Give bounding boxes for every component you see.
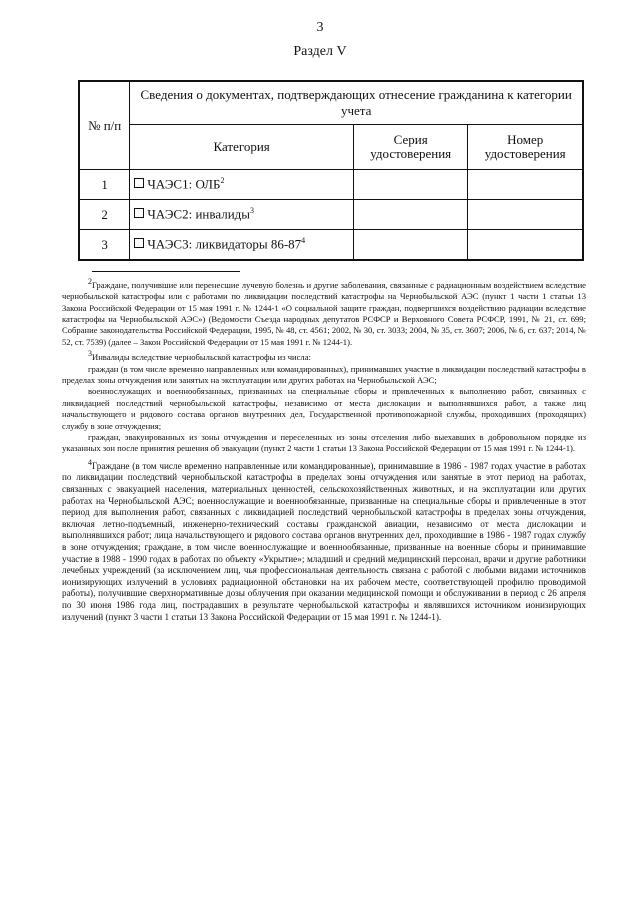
footnote-ref: 2	[220, 176, 225, 186]
footnote-mark: 2	[88, 277, 92, 286]
documents-table	[78, 80, 584, 261]
row-number: 1	[79, 170, 130, 200]
header-number: Номер удостоверения	[468, 125, 583, 170]
table-row	[79, 170, 583, 200]
header-main: Сведения о документах, подтверждающих отнесение гражданина к категории учета	[130, 81, 583, 125]
page-number: 3	[316, 20, 324, 35]
category-label: ЧАЭС1: ОЛБ	[147, 176, 221, 192]
header-series: Серия удостоверения	[353, 125, 467, 170]
footnote-mark: 3	[88, 349, 92, 359]
series-cell[interactable]	[353, 170, 467, 200]
footnote-ref: 3	[250, 206, 254, 216]
footnote-2: $^2$Граждане, получившие или перенесшие лучевую болезнь и другие заболевания, связанные с радиационным воздействием вследствие чернобыльской катастрофы или с работами по ликвидации последствий катастрофы на Чернобыльской АЭС (пункт 1 части 1 статьи 13 Закона Российской Федерации от 15 мая 1991 г. № 1244-1 «О социальной защите граждан, подвергшихся воздействию радиации вследствие катастрофы на Чернобыльской АЭС») (Ведомости Съезда народных депутатов РСФСР и Верховного Совета РСФСР, 1991, № 21, ст. 699; Собрание законодательства Российской Федерации, 1995, № 48, ст. 4561; 2002, № 30, ст. 3033; 2004, № 35, ст. 3607; 2006, № 6, ст. 637; 2014, № 52, ст. 7539) (далее – Закон Российской Федерации от 15 мая 1991 г. № 1244-1).	[62, 277, 586, 347]
number-cell[interactable]	[468, 170, 583, 200]
checkbox[interactable]	[134, 208, 144, 218]
footnote-3-title: $^3$Инвалиды вследствие чернобыльской катастрофы из числа:	[88, 349, 311, 363]
header-category: Категория	[130, 125, 354, 170]
table-row	[79, 230, 583, 261]
category-label: ЧАЭС3: ликвидаторы 86-87	[147, 236, 302, 252]
header-no: № п/п	[79, 81, 130, 170]
category-cell[interactable]	[130, 230, 354, 261]
row-number: 2	[79, 200, 130, 230]
checkbox[interactable]	[134, 178, 144, 188]
footnote-3-item: граждан (в том числе временно направленных или командированных), принимавших участие в ликвидации последствий катастрофы в пределах зоны отчуждения или занятых на эксплуатации или других работах на Чернобыльской АЭС;	[62, 363, 586, 385]
category-cell[interactable]	[130, 200, 354, 230]
section-title: Раздел V	[293, 44, 347, 59]
table-row	[79, 200, 583, 230]
number-cell[interactable]	[468, 200, 583, 230]
footnote-mark: 4	[88, 457, 92, 467]
series-cell[interactable]	[353, 200, 467, 230]
footnotes	[62, 276, 586, 623]
checkbox[interactable]	[134, 238, 144, 248]
series-cell[interactable]	[353, 230, 467, 261]
category-label: ЧАЭС2: инвалиды	[147, 206, 250, 222]
footnote-4: $^4$Граждане (в том числе временно направленные или командированные), принимавшие в 1986 - 1987 годах участие в работах по ликвидации последствий чернобыльской катастрофы в пределах зоны отчуждения или занятые в этот период на работах, связанных с эвакуацией населения, материальных ценностей, сельскохозяйственных животных, и на эксплуатации или других работах на Чернобыльской АЭС; военнослужащие и военнообязанные, призванные на специальные сборы и привлеченные в этот период для выполнения работ, связанных с ликвидацией последствий чернобыльской катастрофы в пределах зоны отчуждения, включая летно-подъемный, инженерно-технический составы гражданской авиации, независимо от места дислокации и выполнявшихся работ; лица начальствующего и рядового состава органов внутренних дел, проходившие в 1986 - 1987 годах службу в зоне отчуждения; граждане, в том числе военнослужащие и военнообязанные, призванные на военные сборы и принимавшие участие в 1988 - 1990 годах в работах по объекту «Укрытие»; младший и средний медицинский персонал, врачи и другие работники лечебных учреждений (за исключением лиц, чья профессиональная деятельность связана с работой с любыми видами источников ионизирующих излучений в условиях радиационной обстановки на их рабочем месте, соответствующей профилю проводимой работы), получившие сверхнормативные дозы облучения при оказании медицинской помощи и обслуживании в период с 26 апреля по 30 июня 1986 года лиц, пострадавших в результате чернобыльской катастрофы и являвшихся источником ионизирующих излучений (пункт 3 части 1 статьи 13 Закона Российской Федерации от 15 мая 1991 г. № 1244-1).	[62, 457, 586, 622]
footnote-3-item: военнослужащих и военнообязанных, призванных на специальные сборы и привлеченных к выполнению работ, связанных с ликвидацией последствий чернобыльской катастрофы, независимо от места дислокации и выполнявшихся работ, а также лиц начальствующего и рядового состава органов внутренних дел, Государственной противопожарной службы, проходивших (проходящих) службу в зоне отчуждения;	[62, 386, 586, 431]
footnote-3-item: граждан, эвакуированных из зоны отчуждения и переселенных из зоны отселения либо выехавших в добровольном порядке из указанных зон после принятия решения об эвакуации (пункт 2 части 1 статьи 13 Закона Российской Федерации от 15 мая 1991 г. № 1244-1).	[62, 432, 586, 454]
footnote-separator	[92, 271, 240, 272]
category-cell[interactable]	[130, 170, 354, 200]
number-cell[interactable]	[468, 230, 583, 261]
footnote-ref: 4	[301, 236, 306, 246]
row-number: 3	[79, 230, 130, 261]
